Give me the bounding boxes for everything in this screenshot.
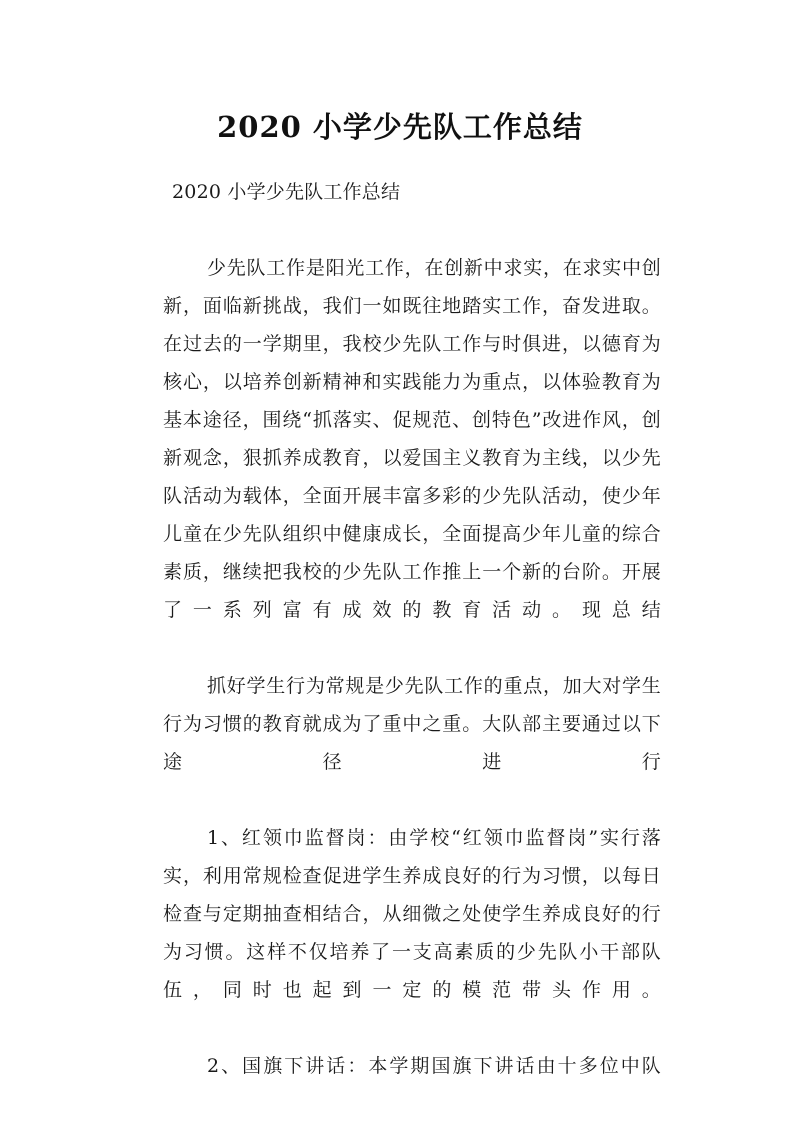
paragraph-4-item-2: 2、国旗下讲话：本学期国旗下讲话由十多位中队: [207, 1055, 661, 1077]
page-title: 2020 小学少先队工作总结: [217, 110, 583, 145]
document-body: [163, 173, 661, 1123]
paragraph-1: 少先队工作是阳光工作，在创新中求实，在求实中创新，面临新挑战，我们一如既往地踏实工作，奋发进取。在过去的一学期里，我校少先队工作与时俱进，以德育为核心，以培养创新精神和实践能力为重点，以体验教育为基本途径，围绕“抓落实、促规范、创特色”改进作风，创新观念，狠抓养成教育，以爱国主义教育为主线，以少先队活动为载体，全面开展丰富多彩的少先队活动，使少年儿童在少先队组织中健康成长，全面提高少年儿童的综合素质，继续把我校的少先队工作推上一个新的台阶。开展了一系列富有成效的教育活动。现总结: [163, 257, 661, 621]
paragraph-2: 抓好学生行为常规是少先队工作的重点，加大对学生行为习惯的教育就成为了重中之重。大队部主要通过以下途径进行: [163, 675, 661, 773]
paragraph-3-item-1: 1、红领巾监督岗：由学校“红领巾监督岗”实行落实，利用常规检查促进学生养成良好的行为习惯，以每日检查与定期抽查相结合，从细微之处使学生养成良好的行为习惯。这样不仅培养了一支高素质的少先队小干部队伍，同时也起到一定的模范带头作用。: [163, 827, 661, 1001]
body-heading-line: 2020 小学少先队工作总结: [172, 181, 401, 203]
